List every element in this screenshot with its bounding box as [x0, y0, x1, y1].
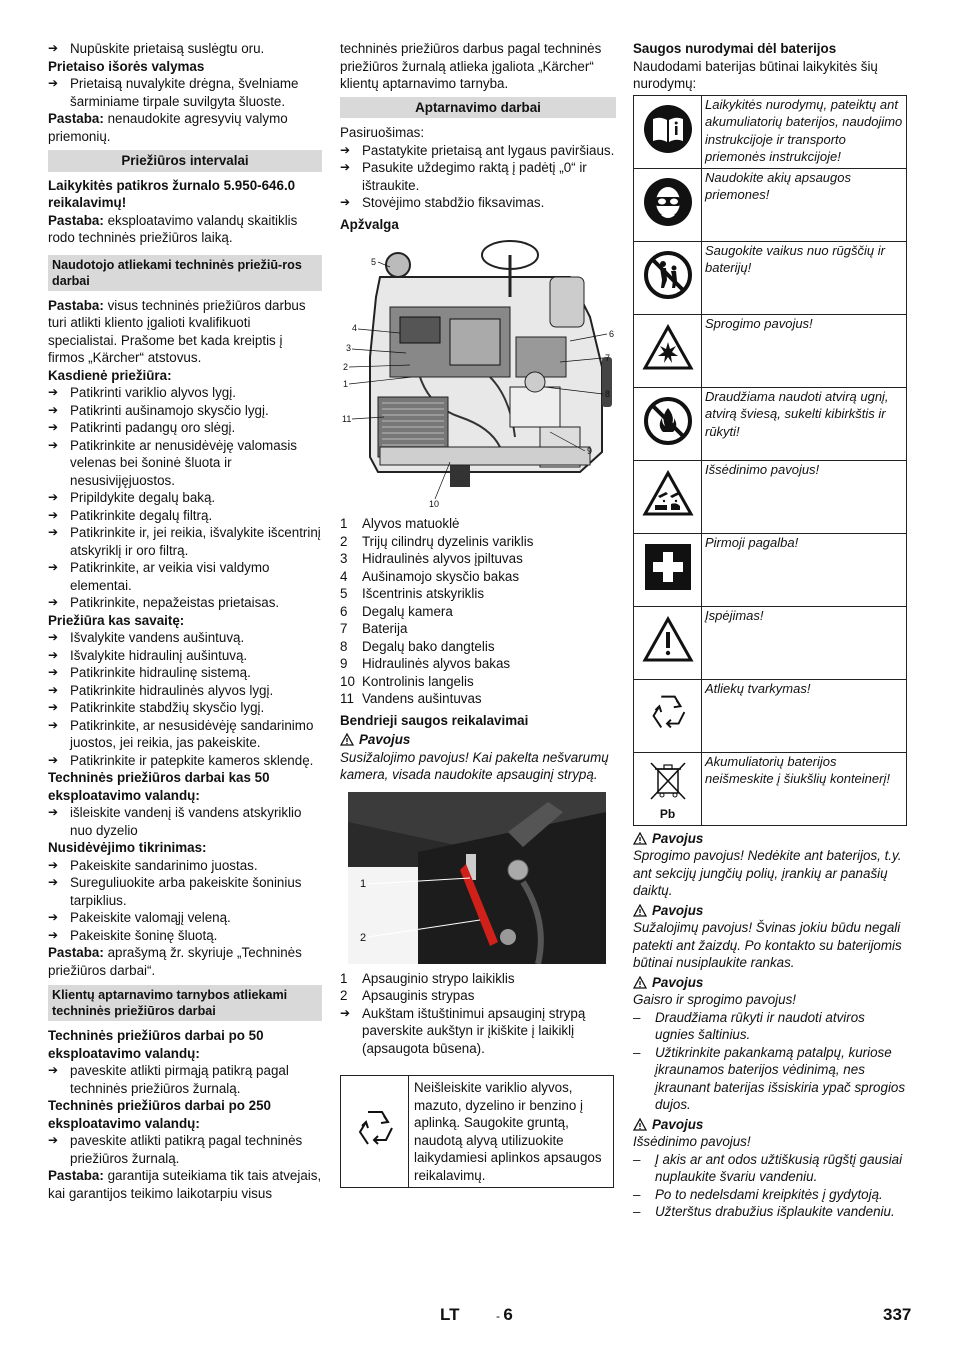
item-number: 8: [340, 638, 348, 654]
symbol-row: Saugokite vaikus nuo rūgščių ir baterijų!: [634, 241, 907, 314]
section-page: - 6: [496, 1305, 513, 1324]
instruction: ➔ Patikrinkite ir patepkite kameros sklendę.: [48, 752, 314, 768]
callout-label: 2: [360, 931, 367, 944]
list-item: – Draudžiama rūkyti ir naudoti atviros ugnies šaltinius.: [633, 1009, 865, 1042]
arrow-icon: ➔: [340, 195, 351, 209]
after50-list: [48, 1062, 322, 1097]
symbol-row: Naudokite akių apsaugos priemones!: [634, 168, 907, 241]
callout-label: 7: [605, 353, 611, 363]
dash-bullet: –: [633, 1151, 641, 1167]
list-item: – Į akis ar ant odos užtiškusią rūgštį gausiai nuplaukite švariu vandeniu.: [633, 1151, 903, 1184]
page-number: 337: [883, 1305, 912, 1324]
warning-triangle-icon: [633, 976, 647, 989]
recycle-icon: [642, 687, 694, 739]
symbol-row: Įspėjimas!: [634, 606, 907, 679]
instruction: ➔ Pripildykite degalų baką.: [48, 490, 216, 505]
instruction: ➔ Patikrinkite degalų filtrą.: [48, 507, 213, 523]
heading-exterior-cleaning: Prietaiso išorės valymas: [48, 58, 205, 74]
list-item: – Po to nedelsdami kreipkitės į gydytoją.: [633, 1186, 883, 1202]
arrow-icon: ➔: [340, 160, 351, 174]
dash-bullet: –: [633, 1204, 641, 1219]
heading-after-50: Techninės priežiūros darbai po 50 eksploatavimo valandų:: [48, 1028, 264, 1061]
overview-list: [340, 515, 616, 708]
arrow-icon: ➔: [48, 1063, 59, 1077]
arrow-icon: ➔: [48, 700, 59, 714]
heading-journal: Laikykitės patikros žurnalo 5.950-646.0 reikalavimų!: [48, 177, 296, 210]
symbol-row: Laikykitės nurodymų, pateiktų ant akumuliatorių baterijos, naudojimo instrukcijoje ir transporto priemonės instrukcijoje!: [634, 95, 907, 168]
warning-triangle-icon: [633, 904, 647, 917]
instruction: ➔ Patikrinti padangų oro slėgį.: [48, 420, 236, 435]
environment-text: Neišleiskite variklio alyvos, mazuto, dyzelino ir benzino į aplinką. Saugokite gruntą, naudotą alyvą utilizuokite laikydamiesi aplinkos apsaugos reikalavimų.: [409, 1076, 614, 1188]
wear-list: [48, 857, 322, 945]
instruction: ➔ Patikrinkite hidraulinės alyvos lygį.: [48, 682, 274, 698]
arrow-icon: ➔: [48, 805, 59, 819]
item-number: 1: [340, 516, 348, 531]
instruction: ➔ Pasukite uždegimo raktą į padėtį „0“ ir ištraukite.: [340, 160, 587, 193]
arrow-icon: ➔: [48, 927, 59, 942]
note: Pastaba: aprašymą žr. skyriuje „Techninės priežiūros darbai“.: [48, 945, 302, 978]
language-code: LT: [440, 1305, 460, 1324]
corrosion-icon: [642, 470, 694, 518]
heading-weekly: Priežiūra kas savaitę:: [48, 612, 185, 628]
list-item: 2 Apsauginis strypas: [340, 988, 475, 1003]
instruction: ➔ išleiskite vandenį iš vandens atskyriklio nuo dyzelio: [48, 805, 302, 838]
recycle-icon: [348, 1102, 402, 1156]
item-number: 7: [340, 621, 348, 636]
manual-icon: [643, 104, 693, 154]
safety-rod-figure: [348, 792, 606, 964]
danger-heading: Pavojus: [633, 902, 907, 920]
section-user-maintenance: Naudotojo atliekami techninės priežiū-ros darbai: [48, 255, 322, 291]
safety-rod-photo: [348, 792, 606, 964]
children-icon: [643, 250, 693, 300]
danger-heading: Pavojus: [633, 830, 907, 848]
goggles-icon: [643, 177, 693, 227]
dash-bullet: –: [633, 1186, 641, 1202]
symbol-row: Išsėdinimo pavojus!: [634, 460, 907, 533]
danger-text: Susižalojimo pavojus! Kai pakelta nešvarumų kamera, visada naudokite apsauginį strypą.: [340, 749, 609, 782]
danger-text: Sužalojimų pavojus! Švinas jokiu būdu negali patekti ant žaizdų. Po kontakto su baterijomis būtinai nusiplaukite rankas.: [633, 920, 902, 970]
instruction: ➔ Stovėjimo stabdžio fiksavimas.: [340, 195, 545, 210]
instruction: ➔ Patikrinkite, ar veikia visi valdymo elementai.: [48, 560, 270, 593]
warning-triangle-icon: [633, 1118, 647, 1131]
callout-label: 1: [343, 379, 349, 389]
list-item: 1 Alyvos matuoklė: [340, 516, 460, 531]
list-item: 1 Apsauginio strypo laikiklis: [340, 970, 515, 986]
danger-text: Išsėdinimo pavojus!: [633, 1134, 751, 1149]
instruction: ➔ Pastatykite prietaisą ant lygaus paviršiaus.: [340, 142, 615, 158]
instruction: ➔ Patikrinkite stabdžių skysčio lygį.: [48, 700, 265, 715]
danger-heading: Pavojus: [340, 731, 616, 749]
instruction: ➔ Patikrinkite, ar nesusidėvėję sandarinimo juostos, jei reikia, jas pakeiskite.: [48, 717, 314, 750]
note: Pastaba: nenaudokite agresyvių valymo priemonių.: [48, 111, 288, 144]
list-item: 4 Aušinamojo skysčio bakas: [340, 568, 520, 584]
instruction: ➔ Pakeiskite sandarinimo juostas.: [48, 857, 258, 873]
intro-text: Naudodami baterijas būtinai laikykitės šių nurodymų:: [633, 58, 878, 91]
column-1: [48, 40, 322, 1202]
heading-every-50: Techninės priežiūros darbai kas 50 eksploatavimo valandų:: [48, 770, 270, 803]
item-number: 9: [340, 656, 348, 671]
no-bin-icon: [645, 757, 691, 803]
instruction: ➔ Patikrinkite ar nenusidėvėję valomasis velenas bei šoninė šluota ir nesusivijęjuostos.: [48, 437, 298, 488]
battery-symbols-table: [633, 95, 907, 826]
list-item: 11 Vandens aušintuvas: [340, 691, 482, 706]
callout-label: 9: [587, 446, 593, 456]
daily-list: [48, 384, 322, 612]
arrow-icon: ➔: [48, 857, 59, 872]
preparation-label: Pasiruošimas:: [340, 125, 425, 140]
danger-text: Gaisro ir sprogimo pavojus!: [633, 992, 796, 1007]
callout-label: 1: [360, 877, 367, 890]
symbol-row: Pb Akumuliatorių baterijos neišmeskite į šiukšlių konteinerį!: [634, 752, 907, 825]
arrow-icon: ➔: [48, 420, 59, 434]
machine-diagram: [340, 237, 616, 513]
dash-bullet: –: [633, 1009, 641, 1025]
instruction: ➔ Aukštam ištuštinimui apsauginį strypą paverskite aukštyn ir įkiškite į laikiklį (apsaugota būsena).: [340, 1005, 586, 1056]
fire-danger-list: [633, 1009, 907, 1114]
list-item: 3 Hidraulinės alyvos įpiltuvas: [340, 551, 523, 566]
first-aid-icon: [643, 542, 693, 592]
instruction: ➔ Patikrinkite hidraulinę sistemą.: [48, 665, 251, 680]
arrow-icon: ➔: [48, 560, 59, 574]
list-item: – Užtikrinkite pakankamą patalpų, kuriose įkraunamos baterijos vėdinimą, nes įkraunant baterijas išsiskiria ypač sprogios dujos.: [633, 1044, 906, 1112]
callout-label: 5: [371, 257, 377, 267]
list-item: 5 Išcentrinis atskyriklis: [340, 586, 485, 601]
warning-triangle-icon: [340, 733, 354, 746]
arrow-icon: ➔: [48, 647, 59, 662]
item-number: 10: [340, 673, 355, 689]
rod-list: [340, 970, 616, 1005]
instruction: ➔ Patikrinti aušinamojo skysčio lygį.: [48, 402, 269, 418]
arrow-icon: ➔: [48, 875, 59, 889]
warning-triangle-icon: [633, 832, 647, 845]
arrow-icon: ➔: [48, 507, 59, 522]
section-operation: Aptarnavimo darbai: [340, 97, 616, 119]
instruction: ➔ Patikrinti variklio alyvos lygį.: [48, 385, 236, 400]
callout-label: 8: [605, 389, 611, 399]
warning-icon: [642, 616, 694, 664]
arrow-icon: ➔: [340, 1005, 351, 1020]
symbol-row: Atliekų tvarkymas!: [634, 679, 907, 752]
arrow-icon: ➔: [48, 525, 59, 539]
list-item: 2 Trijų cilindrų dyzelinis variklis: [340, 533, 534, 549]
arrow-icon: ➔: [48, 630, 59, 644]
item-number: 2: [340, 988, 348, 1003]
symbol-row: Draudžiama naudoti atvirą ugnį, atvirą šviesą, sukelti kibirkštis ir rūkyti!: [634, 387, 907, 460]
callout-label: 10: [429, 499, 440, 509]
instruction: ➔ Išvalykite vandens aušintuvą.: [48, 630, 245, 645]
danger-heading: Pavojus: [633, 1116, 907, 1134]
callout-label: 6: [609, 329, 615, 339]
callout-label: 3: [346, 343, 352, 353]
item-number: 11: [340, 691, 354, 706]
arrow-icon: ➔: [48, 41, 59, 55]
instruction: ➔ Patikrinkite, nepažeistas prietaisas.: [48, 595, 280, 610]
column-3: [633, 40, 907, 1221]
instruction: ➔ Patikrinkite ir, jei reikia, išvalykite išcentrinį atskyriklį ir oro filtrą.: [48, 525, 321, 558]
continued-text: techninės priežiūros darbus pagal techninės priežiūros žurnalą atlieka įgaliota „Kärcher“ klientų aptarnavimo tarnyba.: [340, 41, 602, 91]
arrow-icon: ➔: [48, 437, 59, 452]
instruction: ➔ paveskite atlikti pirmąją patikrą pagal techninės priežiūros žurnalą.: [48, 1063, 289, 1096]
arrow-icon: ➔: [48, 665, 59, 679]
instruction: ➔ Sureguliuokite arba pakeiskite šoninius tarpiklius.: [48, 875, 302, 908]
explosion-icon: [642, 324, 694, 372]
callout-label: 4: [352, 323, 358, 333]
after250-list: [48, 1132, 322, 1167]
preparation-list: [340, 142, 616, 212]
arrow-icon: ➔: [340, 142, 351, 157]
arrow-icon: ➔: [48, 402, 59, 417]
heading-general-safety: Bendrieji saugos reikalavimai: [340, 712, 529, 728]
recycle-icon-cell: [341, 1076, 409, 1188]
weekly-list: [48, 629, 322, 769]
dash-bullet: –: [633, 1044, 641, 1060]
callout-label: 2: [343, 362, 349, 372]
every50-list: [48, 804, 322, 839]
list-item: 10 Kontrolinis langelis: [340, 673, 474, 689]
heading-daily: Kasdienė priežiūra:: [48, 367, 172, 383]
arrow-icon: ➔: [48, 752, 59, 767]
note: Pastaba: eksploatavimo valandų skaitiklis rodo techninės priežiūros laiką.: [48, 212, 298, 245]
danger-heading: Pavojus: [633, 974, 907, 992]
danger-text: Sprogimo pavojus! Nedėkite ant baterijos, t.y. ant sekcijų jungčių polių, įrankių ar panašių daiktų.: [633, 848, 902, 898]
heading-overview: Apžvalga: [340, 216, 399, 232]
symbol-row: Pirmoji pagalba!: [634, 533, 907, 606]
arrow-icon: ➔: [48, 1133, 59, 1147]
item-number: 5: [340, 586, 348, 601]
section-maintenance-intervals: Priežiūros intervalai: [48, 150, 322, 172]
symbol-row: Sprogimo pavojus!: [634, 314, 907, 387]
list-item: 6 Degalų kamera: [340, 603, 453, 619]
section-service-maintenance: Klientų aptarnavimo tarnybos atliekami techninės priežiūros darbai: [48, 985, 322, 1021]
heading-wear: Nusidėvėjimo tikrinimas:: [48, 840, 207, 855]
item-number: 1: [340, 970, 348, 986]
list-item: 9 Hidraulinės alyvos bakas: [340, 656, 511, 671]
instruction: ➔ Pakeiskite šoninę šluotą.: [48, 927, 218, 943]
item-number: 4: [340, 568, 348, 584]
list-item: 7 Baterija: [340, 621, 408, 636]
lead-symbol-label: Pb: [659, 806, 676, 821]
item-number: 3: [340, 551, 348, 566]
arrow-icon: ➔: [48, 595, 59, 609]
instruction: ➔ Nupūskite prietaisą suslėgtu oru.: [48, 41, 265, 56]
note: Pastaba: visus techninės priežiūros darbus turi atlikti kliento įgalioti kvalifikuoti specialistai. Prašome bet kada kreiptis į firmos „Kärcher“ atstovus.: [48, 297, 306, 365]
instruction: ➔ Pakeiskite valomąjį veleną.: [48, 910, 231, 925]
heading-battery-safety: Saugos nurodymai dėl baterijos: [633, 41, 837, 56]
list-item: – Užterštus drabužius išplaukite vandeniu.: [633, 1204, 895, 1219]
no-fire-icon: [643, 396, 693, 446]
arrow-icon: ➔: [48, 385, 59, 399]
arrow-icon: ➔: [48, 682, 59, 697]
arrow-icon: ➔: [48, 490, 59, 504]
arrow-icon: ➔: [48, 717, 59, 732]
note: Pastaba: garantija suteikiama tik tais atvejais, kai garantijos teikimo laikotarpiu visus: [48, 1168, 322, 1201]
instruction: ➔ paveskite atlikti patikrą pagal techninės priežiūros žurnalą.: [48, 1133, 303, 1166]
heading-after-250: Techninės priežiūros darbai po 250 eksploatavimo valandų:: [48, 1098, 271, 1131]
machine-overview-figure: [340, 237, 616, 513]
acid-danger-list: [633, 1151, 907, 1221]
arrow-icon: ➔: [48, 76, 59, 90]
item-number: 6: [340, 603, 348, 619]
instruction: ➔ Išvalykite hidraulinį aušintuvą.: [48, 647, 248, 663]
column-2: [340, 40, 616, 1188]
instruction: ➔ Prietaisą nuvalykite drėgna, švelniame šarminiame tirpale suvilgyta šluoste.: [48, 76, 299, 109]
callout-label: 11: [342, 414, 352, 424]
arrow-icon: ➔: [48, 910, 59, 924]
list-item: 8 Degalų bako dangtelis: [340, 638, 495, 654]
item-number: 2: [340, 533, 348, 549]
page-footer: [0, 1306, 954, 1330]
environment-notice: [340, 1075, 614, 1188]
